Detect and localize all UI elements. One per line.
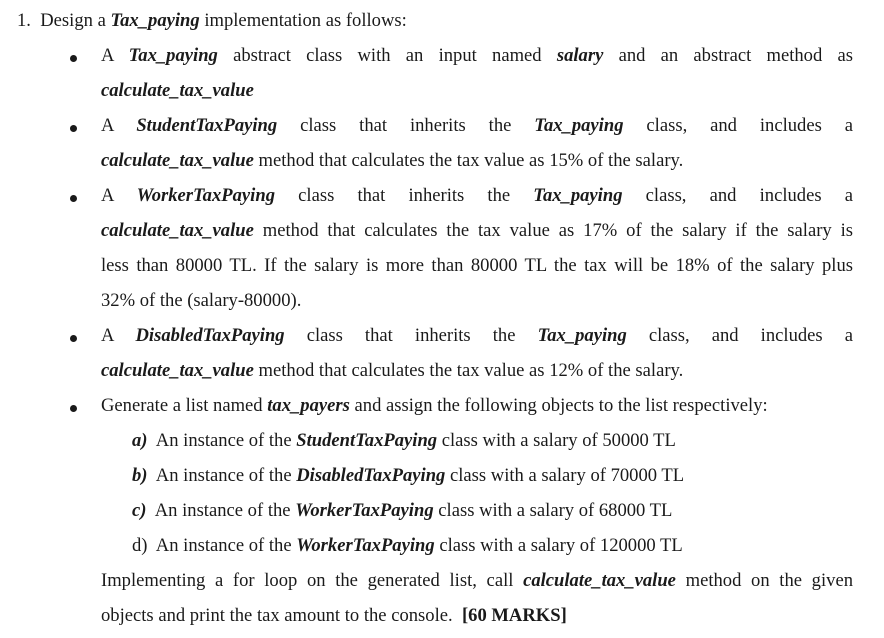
bullet-1-line-1: A Tax_paying abstract class with an input named salary and an abstract method as xyxy=(101,45,853,66)
bullet-icon xyxy=(70,405,77,412)
bullet-icon xyxy=(70,55,77,62)
class-name-tax-paying: Tax_paying xyxy=(110,10,200,31)
bullet-5-line-1: Generate a list named tax_payers and assign the following objects to the list respectively: xyxy=(101,395,768,416)
question-heading: 1. Design a Tax_paying implementation as follows: xyxy=(17,10,407,31)
question-number: 1. xyxy=(17,10,31,31)
sub-item-label: d) xyxy=(132,535,148,556)
sub-item-label: b) xyxy=(132,465,148,486)
bullet-icon xyxy=(70,195,77,202)
closing-line-2: objects and print the tax amount to the console. [60 MARKS] xyxy=(101,605,567,626)
sub-item-d: d) An instance of the WorkerTaxPaying class with a salary of 120000 TL xyxy=(132,535,683,556)
bullet-3-line-1: A WorkerTaxPaying class that inherits the Tax_paying class, and includes a xyxy=(101,185,853,206)
bullet-3-line-2: calculate_tax_value method that calculates the tax value as 17% of the salary if the salary is xyxy=(101,220,853,241)
bullet-1-line-2: calculate_tax_value xyxy=(101,80,254,101)
bullet-icon xyxy=(70,335,77,342)
sub-item-label: c) xyxy=(132,500,147,521)
bullet-2-line-1: A StudentTaxPaying class that inherits the Tax_paying class, and includes a xyxy=(101,115,854,136)
bullet-4-line-1: A DisabledTaxPaying class that inherits the Tax_paying class, and includes a xyxy=(101,325,853,346)
bullet-3-line-4: 32% of the (salary-80000). xyxy=(101,290,302,311)
sub-item-label: a) xyxy=(132,430,148,451)
bullet-2-line-2: calculate_tax_value method that calculates the tax value as 15% of the salary. xyxy=(101,150,684,171)
sub-item-b: b) An instance of the DisabledTaxPaying class with a salary of 70000 TL xyxy=(132,465,685,486)
sub-item-c: c) An instance of the WorkerTaxPaying class with a salary of 68000 TL xyxy=(132,500,673,521)
marks-label: [60 MARKS] xyxy=(461,605,567,626)
bullet-3-line-3: less than 80000 TL. If the salary is more than 80000 TL the tax will be 18% of the salary plus xyxy=(101,255,853,276)
closing-line-1: Implementing a for loop on the generated list, call calculate_tax_value method on the given xyxy=(101,570,853,591)
bullet-4-line-2: calculate_tax_value method that calculates the tax value as 12% of the salary. xyxy=(101,360,684,381)
bullet-icon xyxy=(70,125,77,132)
sub-item-a: a) An instance of the StudentTaxPaying class with a salary of 50000 TL xyxy=(132,430,676,451)
